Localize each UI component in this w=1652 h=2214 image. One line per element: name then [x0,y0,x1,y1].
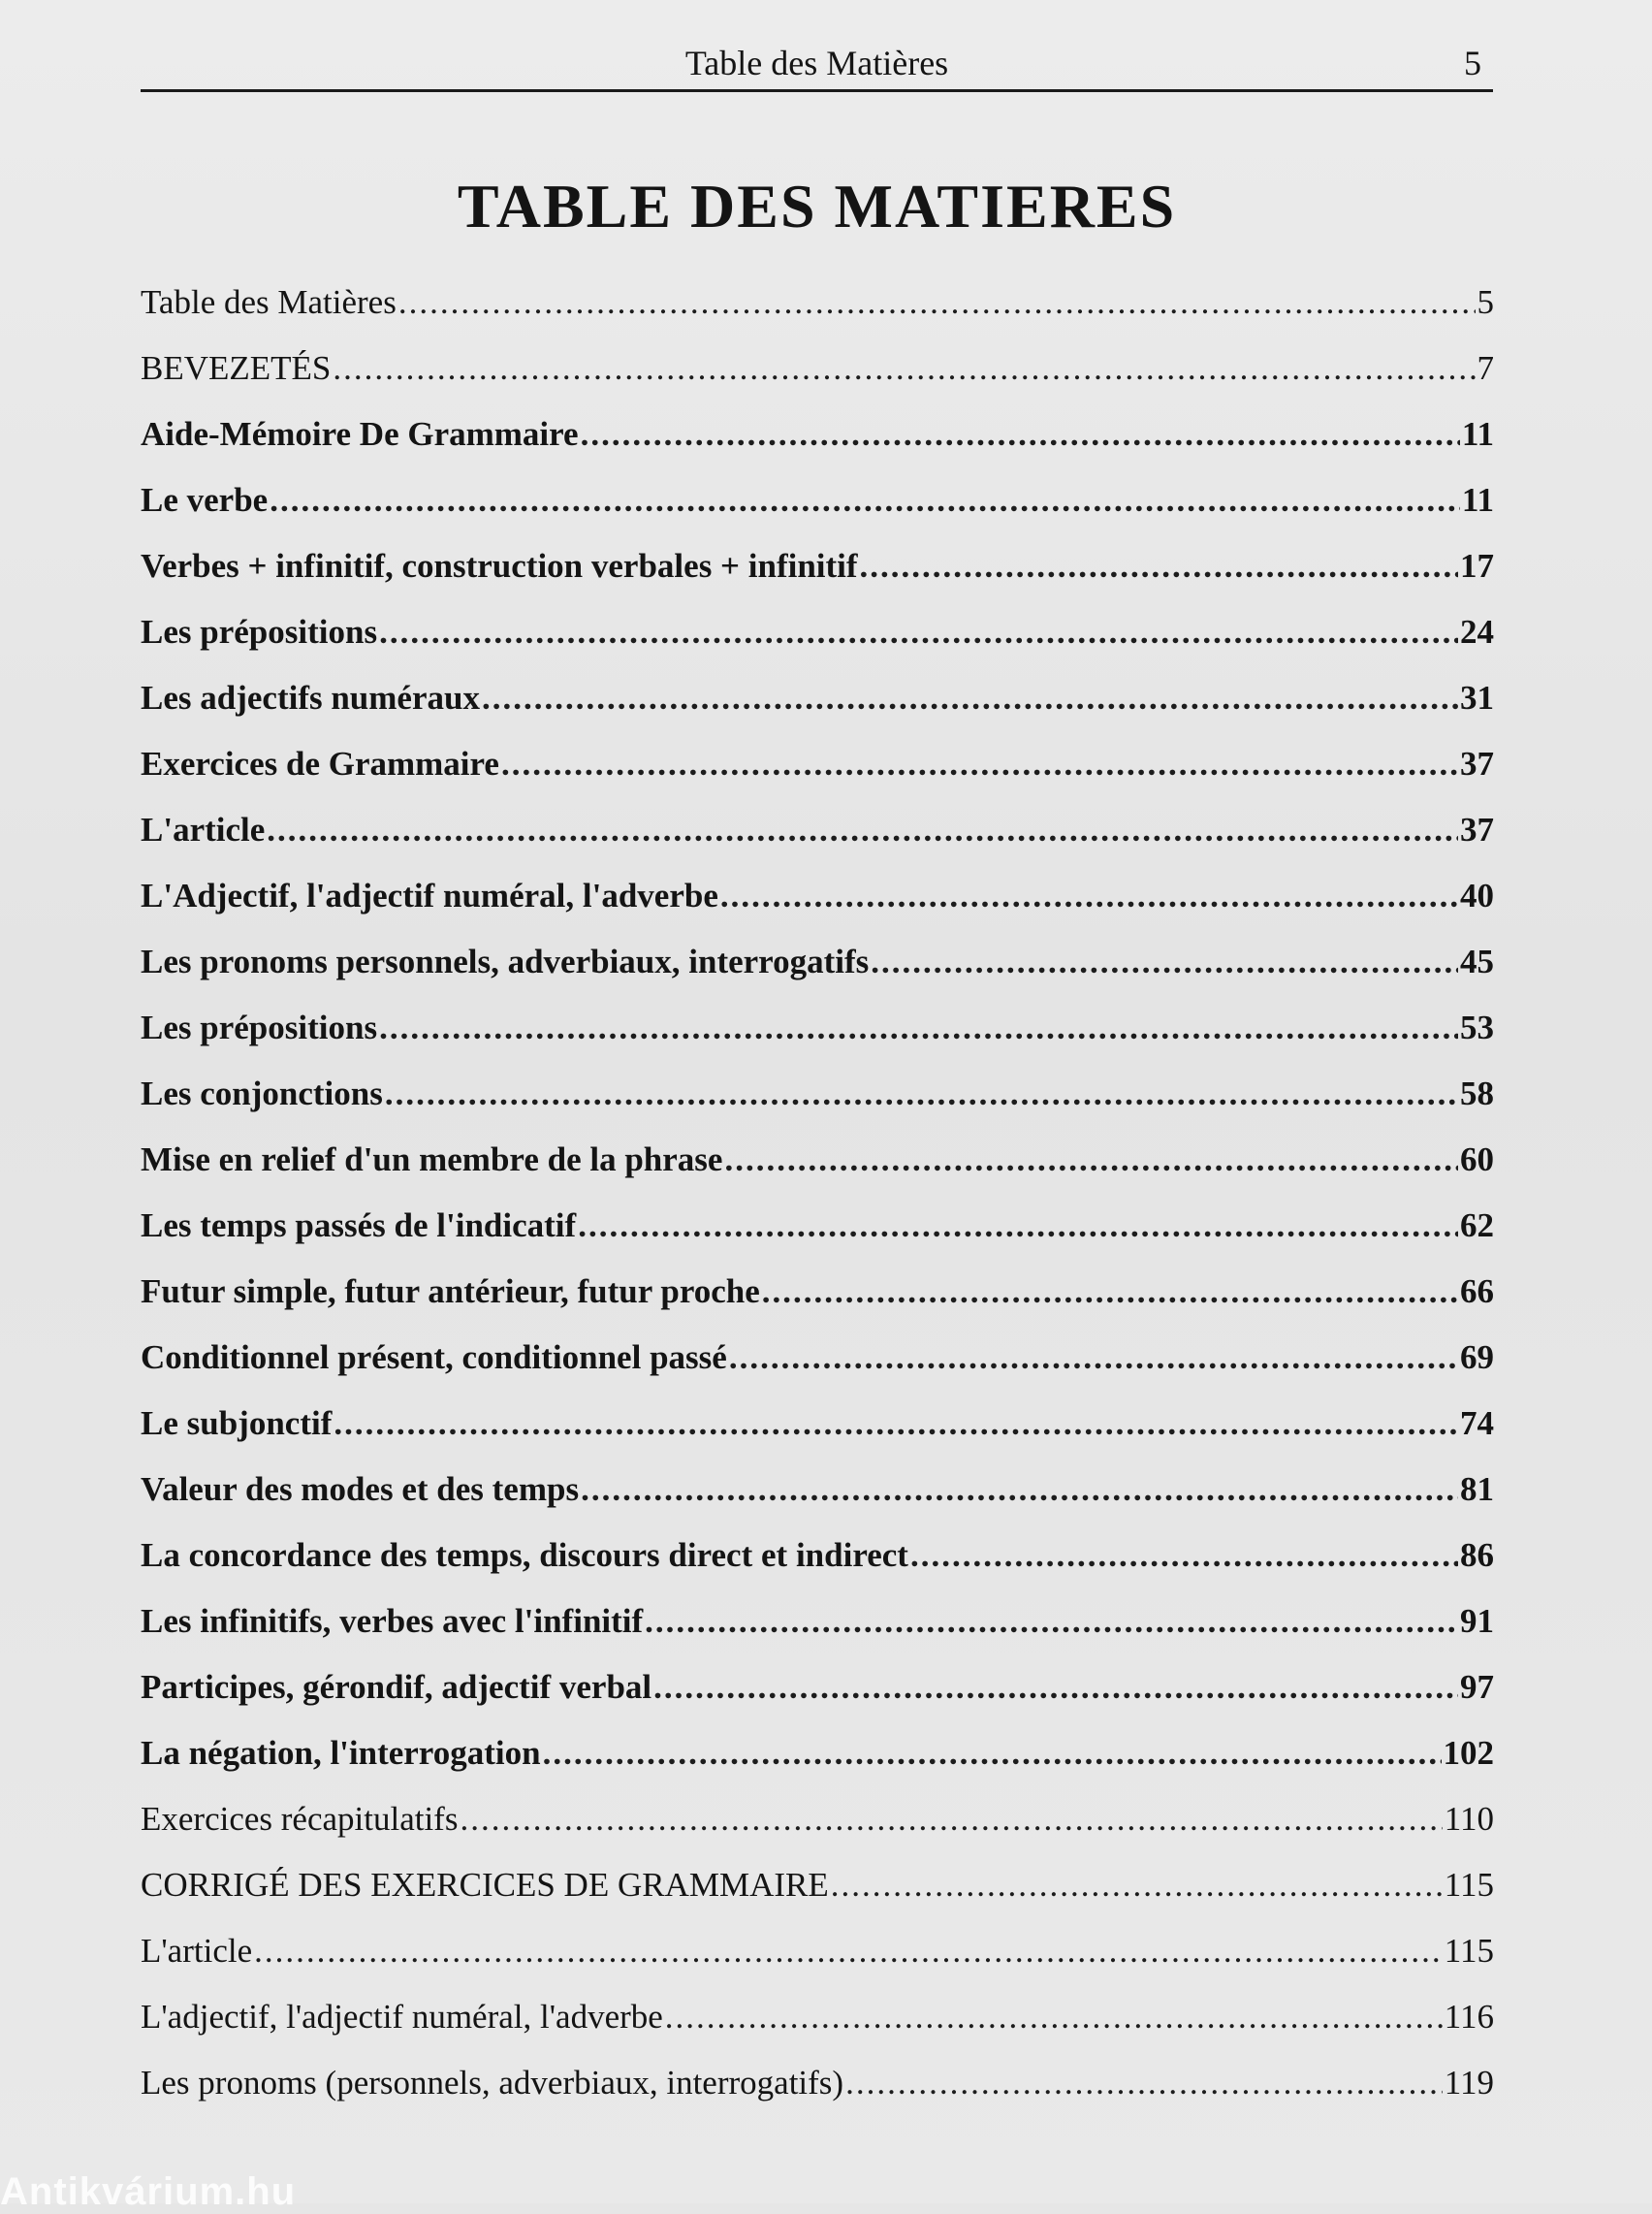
toc-entry-label: L'Adjectif, l'adjectif numéral, l'adverbe [141,877,718,914]
toc-entry [141,1140,1494,1206]
toc-entry [141,1009,1494,1075]
toc-entry-label: Exercices récapitulatifs [141,1800,459,1838]
dot-leader [831,1866,1443,1905]
page-title: TABLE DES MATIERES [457,172,1177,241]
toc-entry-label: Les infinitifs, verbes avec l'infinitif [141,1602,644,1640]
dot-leader [543,1734,1442,1773]
dot-leader [501,745,1458,784]
toc-entry [141,811,1494,877]
watermark: Antikvárium.hu [0,2170,297,2213]
dot-leader [334,1404,1458,1443]
toc-entry-label: Valeur des modes et des temps [141,1470,580,1508]
toc-entry [141,1998,1494,2064]
toc-entry [141,1668,1494,1734]
dot-leader [578,1206,1458,1245]
toc-entry-label: Les pronoms (personnels, adverbiaux, interrogatifs) [141,2064,844,2102]
dot-leader [645,1602,1458,1641]
page-number: 5 [1464,44,1481,82]
toc-entry-label: Aide-Mémoire De Grammaire [141,415,579,453]
toc-entry-label: Exercices de Grammaire [141,745,499,783]
table-of-contents [141,283,1494,2130]
toc-entry-label: Les conjonctions [141,1075,383,1112]
toc-entry-label: Futur simple, futur antérieur, futur proche [141,1272,760,1310]
dot-leader [729,1338,1458,1377]
toc-entry-page: 102 [1443,1734,1494,1772]
toc-entry [141,1734,1494,1800]
toc-entry-page: 62 [1460,1206,1494,1244]
toc-entry [141,1866,1494,1932]
toc-entry-page: 69 [1460,1338,1494,1376]
toc-entry [141,349,1494,415]
toc-entry-label: Les temps passés de l'indicatif [141,1206,577,1244]
toc-entry-page: 116 [1444,1998,1494,2036]
toc-entry-label: La négation, l'interrogation [141,1734,541,1772]
toc-entry [141,1206,1494,1272]
toc-entry-page: 119 [1444,2064,1494,2102]
dot-leader [581,1470,1458,1509]
toc-entry [141,1470,1494,1536]
toc-entry [141,415,1494,481]
toc-entry-page: 45 [1460,943,1494,980]
toc-entry-page: 37 [1460,811,1494,849]
dot-leader [724,1140,1458,1179]
dot-leader [379,613,1458,652]
toc-entry-page: 58 [1460,1075,1494,1112]
toc-entry-label: Mise en relief d'un membre de la phrase [141,1140,723,1178]
toc-entry [141,679,1494,745]
dot-leader [254,1932,1443,1971]
toc-entry-page: 97 [1460,1668,1494,1706]
dot-leader [270,481,1460,520]
toc-entry-page: 31 [1460,679,1494,717]
toc-entry-page: 74 [1460,1404,1494,1442]
toc-entry [141,547,1494,613]
toc-entry-page: 60 [1460,1140,1494,1178]
toc-entry-label: Les adjectifs numéraux [141,679,480,717]
toc-entry [141,1932,1494,1998]
toc-entry [141,943,1494,1009]
toc-entry-page: 115 [1444,1932,1494,1970]
dot-leader [665,1998,1443,2037]
toc-entry-page: 86 [1460,1536,1494,1574]
toc-entry-label: Conditionnel présent, conditionnel passé [141,1338,727,1376]
toc-entry [141,1338,1494,1404]
toc-entry-page: 53 [1460,1009,1494,1046]
toc-entry [141,283,1494,349]
toc-entry-page: 7 [1477,349,1494,387]
dot-leader [379,1009,1458,1047]
toc-entry-page: 11 [1461,415,1494,453]
dot-leader [871,943,1458,981]
dot-leader [460,1800,1442,1839]
dot-leader [581,415,1460,454]
toc-entry-label: La concordance des temps, discours direct et indirect [141,1536,908,1574]
dot-leader [720,877,1458,915]
toc-entry-label: Verbes + infinitif, construction verbales + infinitif [141,547,858,585]
toc-entry-label: Les pronoms personnels, adverbiaux, interrogatifs [141,943,870,980]
toc-entry-label: Table des Matières [141,283,397,321]
toc-entry-label: L'article [141,1932,253,1970]
dot-leader [385,1075,1458,1113]
running-header [141,39,1493,92]
dot-leader [860,547,1458,586]
dot-leader [653,1668,1458,1707]
toc-entry-page: 81 [1460,1470,1494,1508]
toc-entry-label: CORRIGÉ DES EXERCICES DE GRAMMAIRE [141,1866,829,1904]
toc-entry-page: 37 [1460,745,1494,783]
toc-entry [141,1536,1494,1602]
toc-entry-label: Participes, gérondif, adjectif verbal [141,1668,652,1706]
toc-entry-label: L'article [141,811,266,849]
toc-entry-label: BEVEZETÉS [141,349,332,387]
toc-entry-page: 24 [1460,613,1494,651]
toc-entry [141,877,1494,943]
toc-entry [141,613,1494,679]
toc-entry [141,481,1494,547]
dot-leader [482,679,1458,718]
toc-entry-page: 17 [1460,547,1494,585]
toc-entry [141,1602,1494,1668]
toc-entry-page: 40 [1460,877,1494,914]
toc-entry-label: Les prépositions [141,1009,378,1046]
toc-entry [141,1404,1494,1470]
toc-entry-page: 91 [1460,1602,1494,1640]
toc-entry-page: 11 [1461,481,1494,519]
dot-leader [845,2064,1443,2102]
toc-entry-page: 5 [1477,283,1494,321]
toc-entry [141,745,1494,811]
toc-entry-page: 110 [1444,1800,1494,1838]
running-title: Table des Matières [684,44,949,82]
dot-leader [398,283,1476,322]
dot-leader [910,1536,1458,1575]
dot-leader [333,349,1475,388]
dot-leader [267,811,1458,850]
dot-leader [762,1272,1458,1311]
toc-entry-label: Les prépositions [141,613,378,651]
toc-entry [141,1800,1494,1866]
toc-entry-page: 66 [1460,1272,1494,1310]
toc-entry [141,2064,1494,2130]
toc-entry-label: Le subjonctif [141,1404,333,1442]
toc-entry-label: Le verbe [141,481,269,519]
toc-entry [141,1272,1494,1338]
toc-entry-label: L'adjectif, l'adjectif numéral, l'adverbe [141,1998,663,2036]
toc-entry [141,1075,1494,1140]
toc-entry-page: 115 [1444,1866,1494,1904]
